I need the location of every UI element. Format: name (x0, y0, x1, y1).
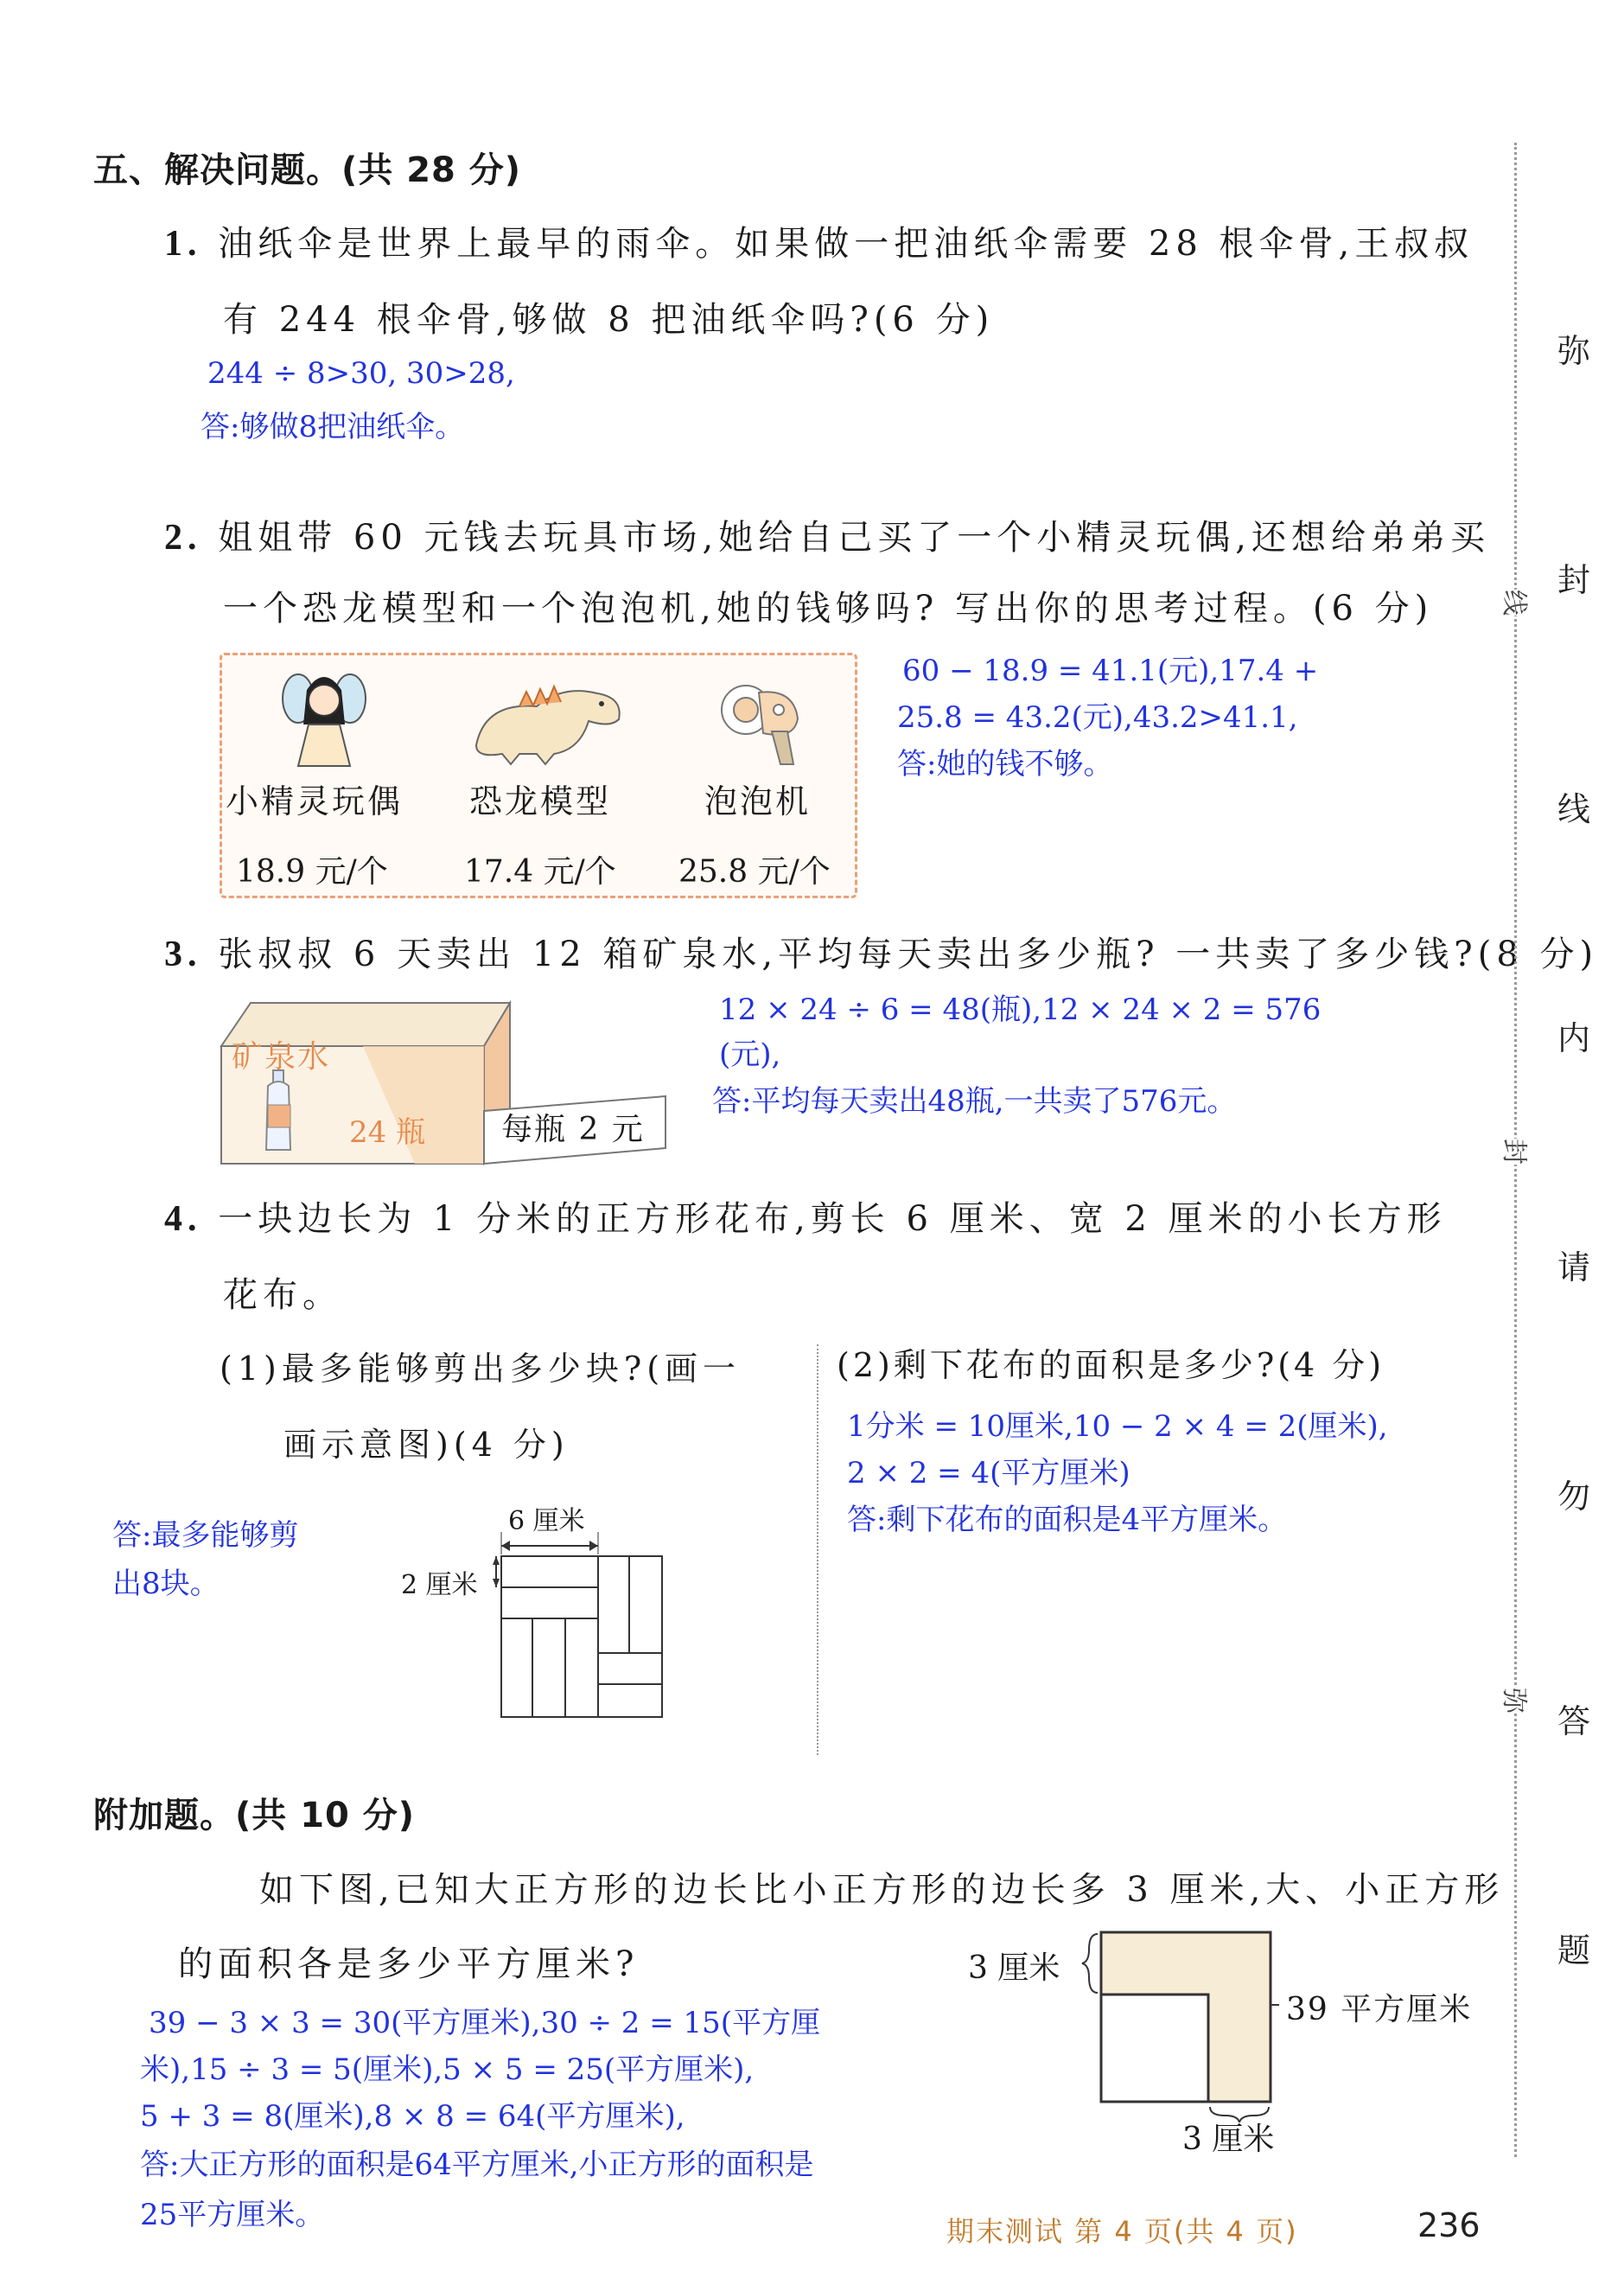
bonus-title: 附加题。(共 10 分) (93, 1796, 416, 1835)
toy-name: 泡泡机 (704, 782, 812, 820)
answer-line: (元), (719, 1037, 781, 1072)
bubble-machine-icon (711, 671, 815, 770)
question-text: 花布。 (223, 1275, 342, 1315)
binding-mark: 封 (1498, 1139, 1536, 1165)
toy-price-box (220, 653, 857, 898)
answer-line: 答:最多能够剪 (112, 1518, 299, 1553)
question-text: 有 244 根伞骨,够做 8 把油纸伞吗?(6 分) (223, 300, 995, 340)
question-number: 1. (164, 224, 202, 264)
answer-line: 60 − 18.9 = 41.1(元),17.4 + (902, 654, 1319, 688)
question-text: 张叔叔 6 天卖出 12 箱矿泉水,平均每天卖出多少瓶? 一共卖了多少钱?(8 分) (218, 935, 1599, 974)
subquestion-2: (2)剩下花布的面积是多少?(4 分) (837, 1346, 1385, 1384)
box-label: 矿泉水 (232, 1039, 331, 1075)
toy-price: 25.8 元/个 (678, 854, 831, 890)
toy-name: 恐龙模型 (469, 782, 612, 820)
question-3 (164, 927, 1598, 976)
answer-line: 答:她的钱不够。 (897, 747, 1113, 782)
answer-line: 244 ÷ 8>30, 30>28, (207, 356, 515, 391)
answer-line: 答:够做8把油纸伞。 (201, 410, 465, 444)
margin-char: 线 (1557, 790, 1591, 828)
answer-line: 2 × 2 = 4(平方厘米) (847, 1456, 1130, 1490)
answer-line: 25.8 = 43.2(元),43.2>41.1, (897, 700, 1298, 735)
dimension-width: 6 厘米 (508, 1506, 585, 1536)
question-number: 4. (164, 1199, 202, 1239)
price-tag: 每瓶 2 元 (501, 1112, 645, 1147)
section-title: 五、解决问题。(共 28 分) (93, 150, 522, 190)
answer-line: 答:平均每天卖出48瓶,一共卖了576元。 (712, 1084, 1237, 1119)
divider (817, 1344, 818, 1755)
binding-mark: 线 (1498, 590, 1536, 616)
dinosaur-icon (459, 667, 632, 767)
question-text: 姐姐带 60 元钱去玩具市场,她给自己买了一个小精灵玩偶,还想给弟弟买 (218, 518, 1490, 558)
toy-price: 18.9 元/个 (236, 854, 388, 890)
question-1 (164, 216, 1474, 265)
toy-name: 小精灵玩偶 (226, 782, 404, 820)
footer-label: 期末测试 第 4 页(共 4 页) (946, 2215, 1298, 2248)
margin-char: 弥 (1557, 332, 1591, 370)
answer-line: 12 × 24 ÷ 6 = 48(瓶),12 × 24 × 2 = 576 (719, 993, 1321, 1027)
square-diagram (1080, 1924, 1279, 2122)
box-count: 24 瓶 (349, 1115, 426, 1150)
answer-line: 39 − 3 × 3 = 30(平方厘米),30 ÷ 2 = 15(平方厘 (149, 2006, 821, 2040)
label-area: 39 平方厘米 (1286, 1992, 1473, 2027)
binding-mark: 弥 (1498, 1688, 1536, 1714)
margin-char: 题 (1557, 1931, 1591, 1969)
page-number: 236 (1417, 2206, 1481, 2244)
answer-line: 答:大正方形的面积是64平方厘米,小正方形的面积是 (140, 2148, 814, 2182)
answer-line: 1分米 = 10厘米,10 − 2 × 4 = 2(厘米), (847, 1409, 1388, 1444)
answer-line: 出8块。 (112, 1567, 220, 1601)
dimension-height: 2 厘米 (401, 1570, 478, 1600)
subquestion-1-cont: 画示意图)(4 分) (283, 1426, 570, 1464)
subquestion-1: (1)最多能够剪出多少块?(画一 (220, 1350, 742, 1388)
question-text: 油纸伞是世界上最早的雨伞。如果做一把油纸伞需要 28 根伞骨,王叔叔 (218, 224, 1474, 264)
question-2 (164, 510, 1490, 559)
question-number: 3. (164, 935, 202, 974)
answer-line: 米),15 ÷ 3 = 5(厘米),5 × 5 = 25(平方厘米), (140, 2052, 755, 2087)
bonus-question: 如下图,已知大正方形的边长比小正方形的边长多 3 厘米,大、小正方形 (259, 1870, 1505, 1910)
question-text: 一块边长为 1 分米的正方形花布,剪长 6 厘米、宽 2 厘米的小长方形 (218, 1199, 1447, 1239)
answer-line: 25平方厘米。 (140, 2198, 325, 2232)
margin-char: 答 (1557, 1702, 1591, 1740)
answer-line: 5 + 3 = 8(厘米),8 × 8 = 64(平方厘米), (140, 2099, 685, 2134)
label-bottom: 3 厘米 (1182, 2122, 1275, 2157)
question-text: 一个恐龙模型和一个泡泡机,她的钱够吗? 写出你的思考过程。(6 分) (223, 589, 1434, 629)
toy-price: 17.4 元/个 (464, 854, 616, 890)
question-number: 2. (164, 518, 202, 558)
margin-char: 内 (1557, 1019, 1591, 1057)
label-top: 3 厘米 (968, 1950, 1060, 1986)
question-4 (164, 1191, 1447, 1241)
bonus-question-cont: 的面积各是多少平方厘米? (178, 1944, 640, 1984)
answer-line: 答:剩下花布的面积是4平方厘米。 (847, 1503, 1288, 1537)
margin-char: 勿 (1557, 1478, 1591, 1516)
margin-char: 请 (1557, 1248, 1591, 1286)
margin-char: 封 (1557, 561, 1591, 599)
fairy-doll-icon (272, 664, 376, 772)
